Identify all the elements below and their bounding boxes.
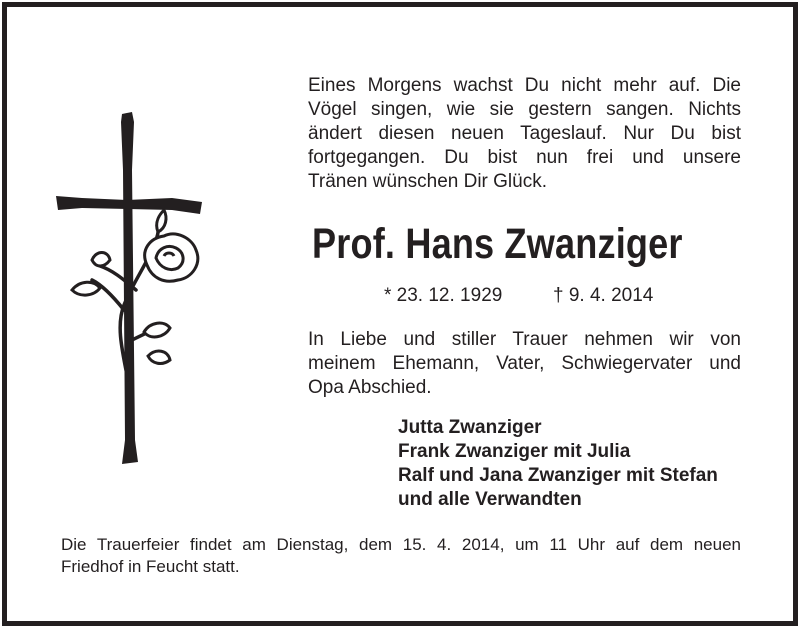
poem-line: Vögel singen, wie sie gestern sangen. Nichts: [308, 99, 741, 120]
ceremony-line: Friedhof in Feucht statt.: [61, 557, 240, 576]
poem-line: ändert diesen neuen Tageslauf. Nur Du bist: [308, 123, 741, 144]
ceremony-line: Die Trauerfeier findet am Dienstag, dem 15. 4. 2014, um 11 Uhr auf dem neuen: [61, 535, 741, 554]
poem: [308, 74, 741, 194]
farewell-line: Opa Abschied.: [308, 377, 432, 398]
birth-date: * 23. 12. 1929: [384, 285, 503, 306]
poem-line: Eines Morgens wachst Du nicht mehr auf. Die: [308, 75, 741, 96]
mourners-list: [398, 416, 718, 512]
ceremony-notice: [61, 534, 741, 578]
list-item: und alle Verwandten: [398, 489, 582, 510]
deceased-name: Prof. Hans Zwanziger: [312, 220, 683, 268]
poem-line: fortgegangen. Du bist nun frei und unsere: [308, 147, 741, 168]
farewell-text: [308, 328, 741, 400]
list-item: Ralf und Jana Zwanziger mit Stefan: [398, 465, 718, 486]
poem-line: Tränen wünschen Dir Glück.: [308, 171, 548, 192]
death-date: † 9. 4. 2014: [553, 285, 654, 306]
farewell-line: meinem Ehemann, Vater, Schwiegervater und: [308, 353, 741, 374]
list-item: Frank Zwanziger mit Julia: [398, 441, 631, 462]
farewell-line: In Liebe und stiller Trauer nehmen wir von: [308, 329, 741, 350]
list-item: Jutta Zwanziger: [398, 417, 542, 438]
cross-with-rose-icon: [52, 110, 212, 470]
